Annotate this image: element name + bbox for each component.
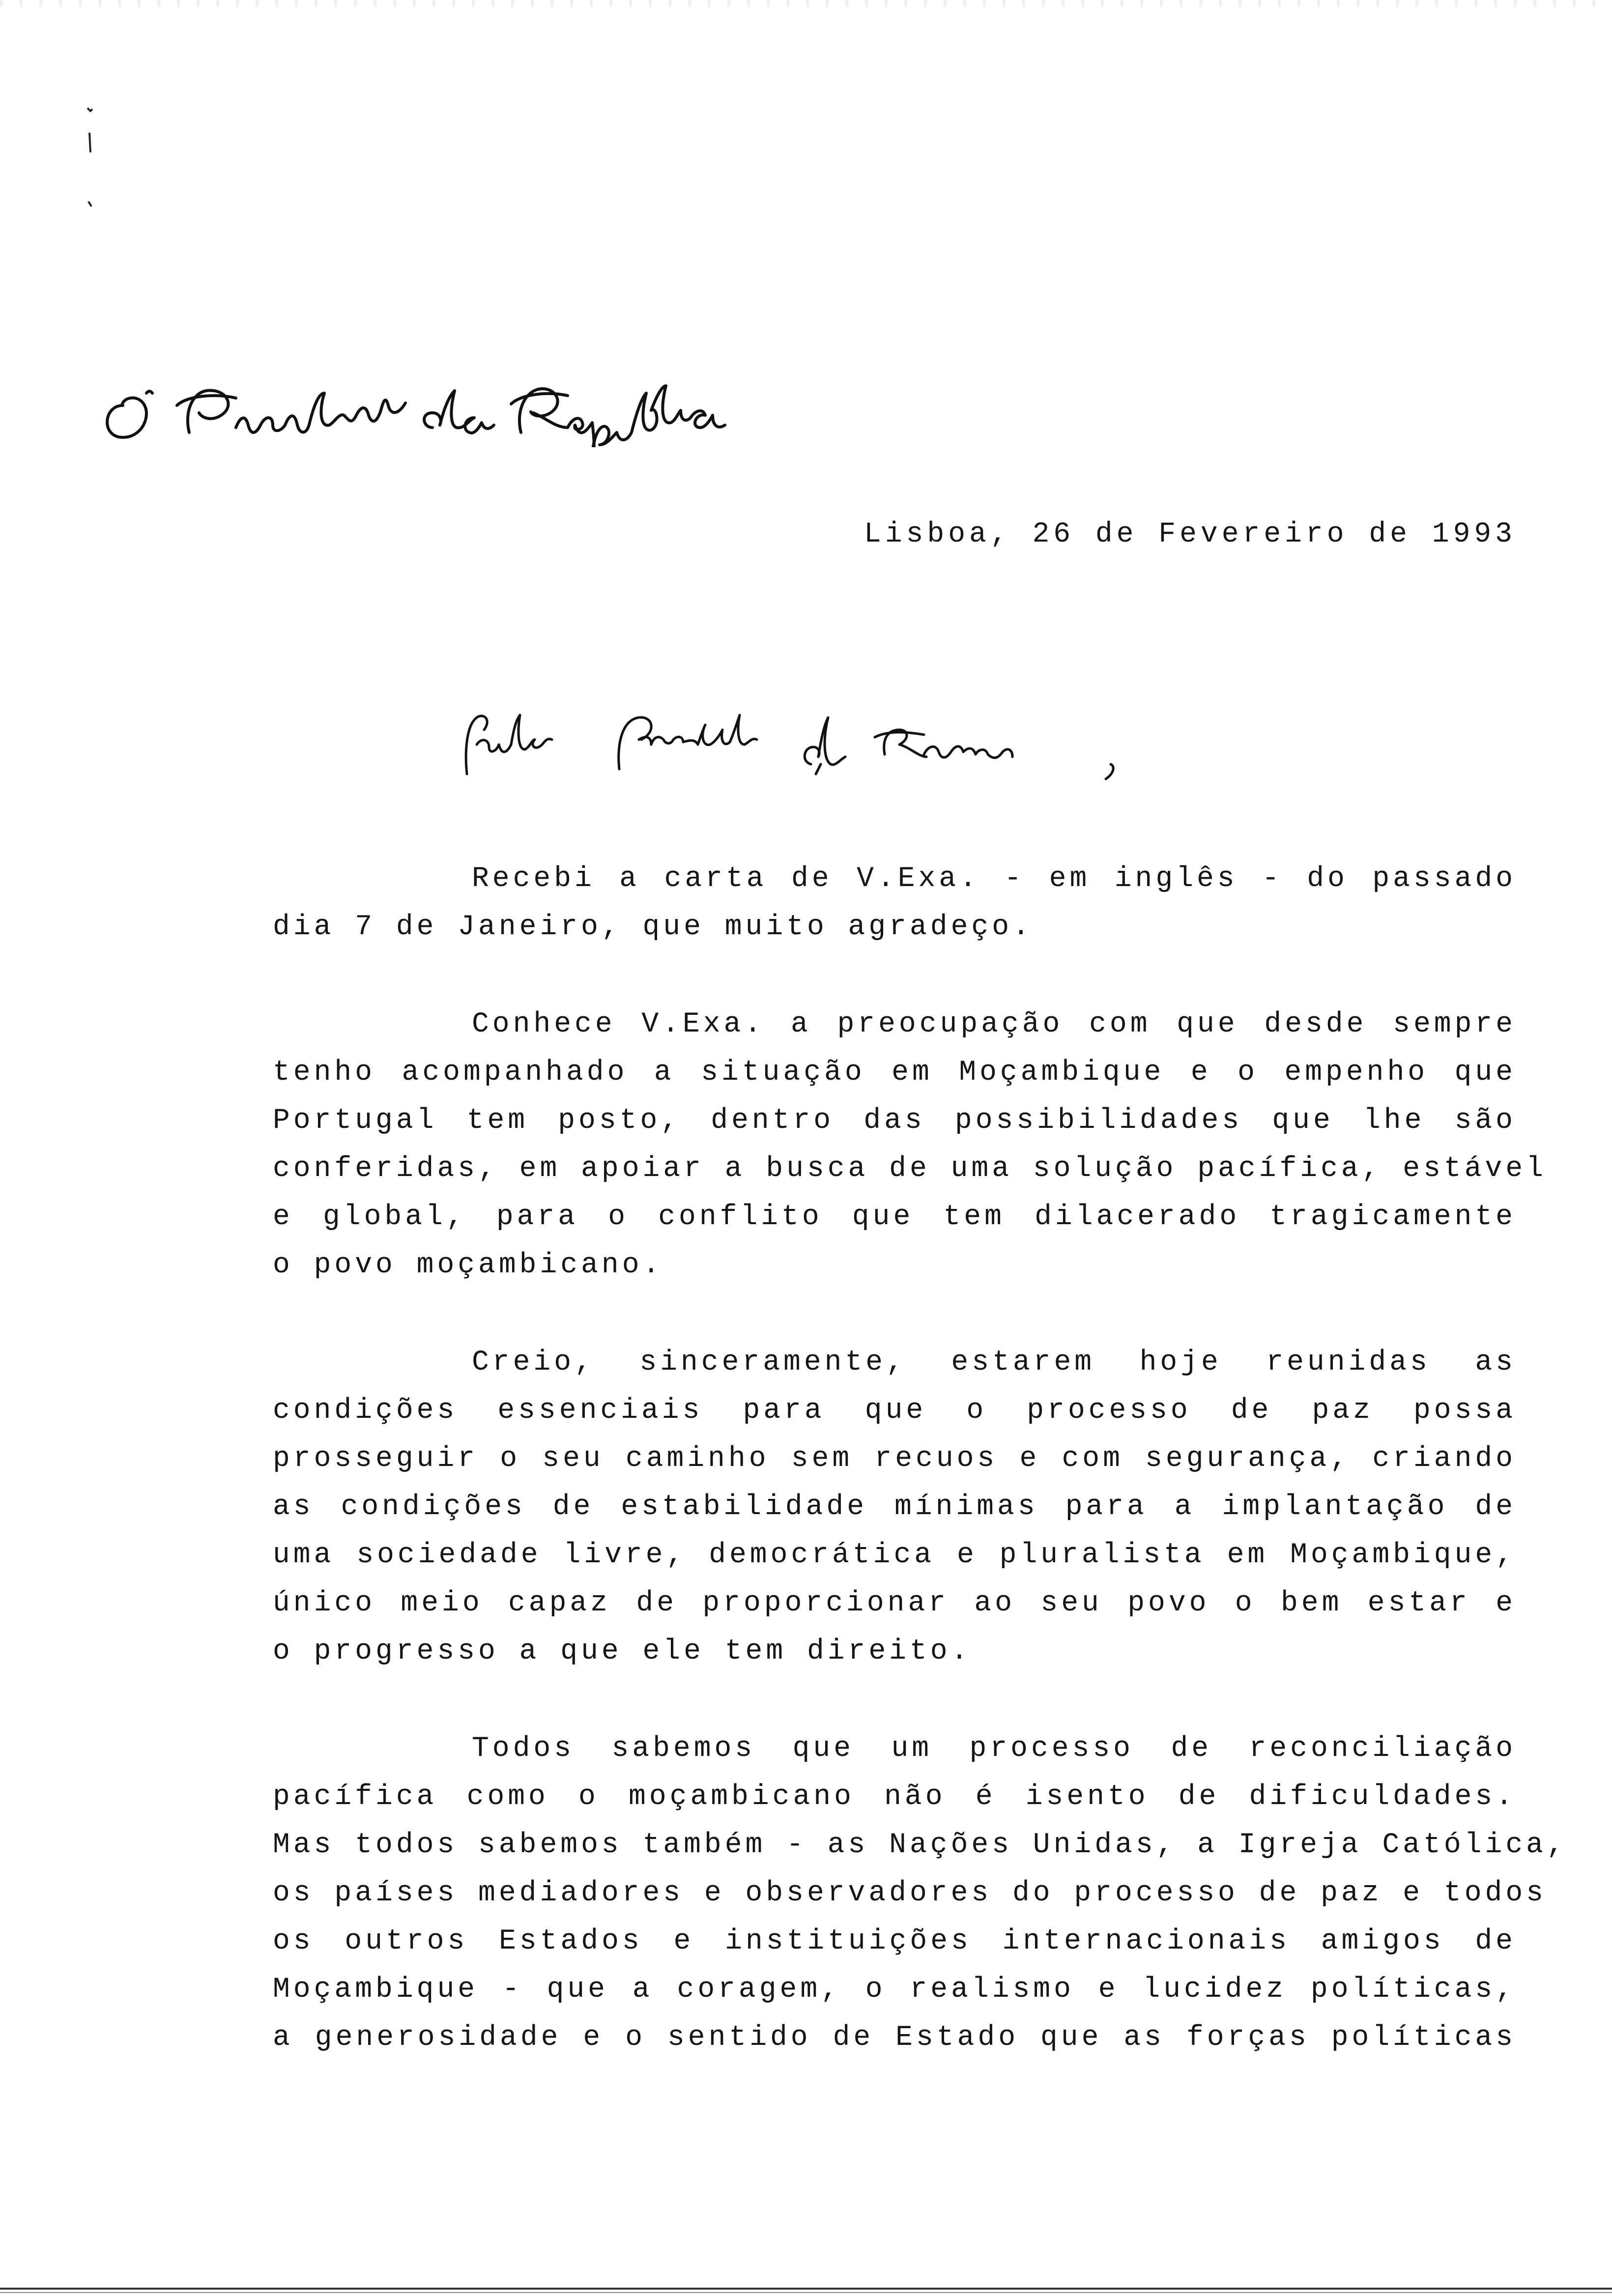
text-line: Conhece V.Exa. a preocupação com que desde sempre (472, 1008, 1516, 1040)
paragraph-1 (273, 855, 1516, 951)
text-line: as condições de estabilidade mínimas para a implantação de (273, 1491, 1516, 1523)
scan-bottom-edge (0, 2288, 1612, 2290)
paragraph-4 (273, 1725, 1567, 2062)
scan-edge-noise (0, 0, 1612, 7)
text-line: o progresso a que ele tem direito. (273, 1636, 972, 1667)
text-line: os outros Estados e instituições internacionais amigos de (273, 1925, 1516, 1957)
text-line: único meio capaz de proporcionar ao seu povo o bem estar e (273, 1587, 1516, 1619)
text-line: conferidas, em apoiar a busca de uma solução pacífica, estável (273, 1153, 1547, 1185)
text-line: tenho acompanhado a situação em Moçambique e o empenho que (273, 1057, 1516, 1089)
text-line: dia 7 de Janeiro, que muito agradeço. (273, 911, 1033, 943)
text-line: os países mediadores e observadores do processo de paz e todos (273, 1877, 1547, 1909)
letterhead-script (88, 359, 727, 447)
text-line: uma sociedade livre, democrática e pluralista em Moçambique, (273, 1539, 1516, 1571)
scan-bottom-edge-shadow (0, 2292, 1612, 2293)
text-line: Todos sabemos que um processo de reconciliação (472, 1733, 1516, 1765)
paragraph-3 (273, 1339, 1516, 1676)
paragraph-2 (273, 1001, 1547, 1290)
text-line: e global, para o conflito que tem dilacerado tragicamente (273, 1201, 1516, 1233)
text-line: Moçambique - que a coragem, o realismo e lucidez políticas, (273, 1974, 1516, 2006)
text-line: o povo moçambicano. (273, 1249, 663, 1281)
scan-marks (83, 103, 97, 221)
text-line: pacífica como o moçambicano não é isento de dificuldades. (273, 1781, 1516, 1813)
text-line: a generosidade e o sentido de Estado que as forças políticas (273, 2022, 1516, 2054)
text-line: Portugal tem posto, dentro das possibilidades que lhe são (273, 1105, 1516, 1137)
text-line: Mas todos sabemos também - as Nações Unidas, a Igreja Católica, (273, 1829, 1567, 1861)
letter-body (273, 855, 1567, 2111)
letter-date: Lisboa, 26 de Fevereiro de 1993 (864, 518, 1516, 550)
text-line: prosseguir o seu caminho sem recuos e com segurança, criando (273, 1443, 1516, 1475)
text-line: Creio, sinceramente, estarem hoje reunidas as (472, 1347, 1516, 1378)
text-line: Recebi a carta de V.Exa. - em inglês - do passado (472, 863, 1516, 895)
handwritten-salutation (457, 690, 1135, 784)
text-line: condições essenciais para que o processo de paz possa (273, 1395, 1516, 1427)
